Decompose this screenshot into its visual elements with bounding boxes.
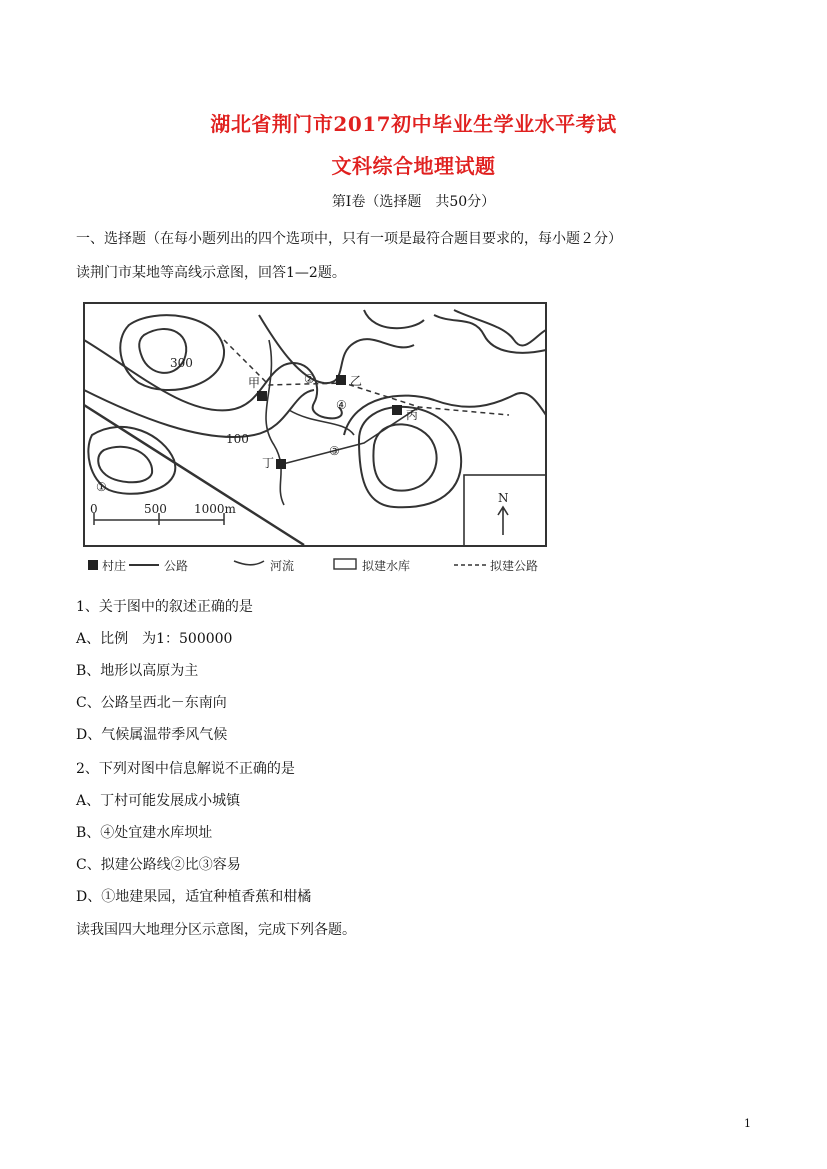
legend-village-symbol [88,560,98,570]
page-number: 1 [744,1117,751,1130]
page-title: 湖北省荆门市2017初中毕业生学业水平考试 [210,112,617,136]
contour-line [259,315,414,383]
contour-line [98,447,152,482]
road-line [84,405,304,545]
scale-label: 1000m [194,502,236,516]
contour-line [84,390,314,437]
legend-label: 拟建水库 [362,559,411,573]
contour-label: 300 [170,356,193,370]
question-2-option-a: A、丁村可能发展成小城镇 [76,793,241,809]
village-marker [276,459,286,469]
contour-line [454,310,546,345]
legend-label: 村庄 [102,559,127,573]
legend-river-symbol [234,561,264,565]
question-2-option-b: B、④处宜建水库坝址 [76,825,213,841]
section-header: 第Ⅰ卷（选择题 共50分） [331,194,496,210]
village-marker [392,405,402,415]
contour-label: 100 [226,432,249,446]
legend-label: 公路 [164,559,189,573]
contour-line [373,424,436,490]
place-label: 丙 [406,408,419,422]
question-1-option-d: D、气候属温带季风气候 [76,727,228,743]
river-line [266,340,284,505]
part-intro: 一、选择题（在每小题列出的四个选项中，只有一项是最符合题目要求的，每小题２分） [76,231,622,247]
village-marker [257,391,267,401]
question-1-option-c: C、公路呈西北－东南向 [76,695,227,711]
number-label: ③ [329,444,340,458]
map-intro: 读荆门市某地等高线示意图，回答1—2题。 [76,265,346,281]
legend-label: 河流 [270,559,295,573]
scale-label: 0 [90,502,98,516]
next-section-intro: 读我国四大地理分区示意图，完成下列各题。 [76,922,356,938]
scale-label: 500 [144,502,167,516]
question-1-option-a: A、比例 为1：500000 [76,631,233,647]
contour-line [434,315,546,353]
legend-label: 拟建公路 [490,559,539,573]
village-marker [336,375,346,385]
question-1-option-b: B、地形以高原为主 [76,663,199,679]
contour-line [364,310,424,328]
place-label: 丁 [262,456,275,470]
question-2-stem: 2、下列对图中信息解说不正确的是 [76,761,295,777]
question-1-stem: 1、关于图中的叙述正确的是 [76,599,253,615]
question-2-option-d: D、①地建果园，适宜种植香蕉和柑橘 [76,889,312,905]
page-subtitle: 文科综合地理试题 [331,154,496,178]
number-label: ② [304,372,315,386]
legend-reservoir-symbol [334,559,356,569]
north-arrow-icon [498,507,508,535]
place-label: 甲 [248,376,261,390]
question-2-option-c: C、拟建公路线②比③容易 [76,857,241,873]
place-label: 乙 [350,374,363,388]
number-label: ① [96,480,107,494]
north-label: N [498,491,509,505]
number-label: ④ [336,398,347,412]
contour-line [120,315,224,390]
contour-map [74,295,564,580]
